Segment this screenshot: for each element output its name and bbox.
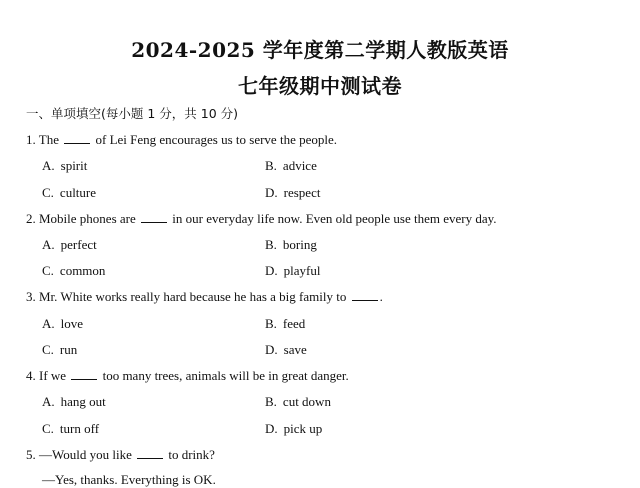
question-4-stem-before: 4. If we (26, 368, 67, 383)
option-text: perfect (60, 237, 97, 252)
question-5-stem-after: to drink? (168, 447, 215, 462)
question-4-option-d (265, 421, 322, 437)
question-1-stem-before: 1. The (26, 132, 59, 147)
option-text: pick up (283, 421, 323, 436)
option-text: playful (283, 263, 321, 278)
question-2-blank (141, 212, 167, 223)
question-4-option-a (42, 394, 106, 410)
option-label: D. (265, 421, 278, 436)
question-2-option-b (265, 237, 317, 253)
option-text: feed (282, 316, 306, 331)
question-4-option-c (42, 421, 99, 437)
question-5-stem-before: 5. —Would you like (26, 447, 132, 462)
question-3-option-c (42, 342, 77, 358)
question-5-stem (26, 447, 215, 463)
question-2-option-c (42, 263, 105, 279)
option-text: hang out (60, 394, 106, 409)
question-4-blank (71, 369, 97, 380)
question-1-blank (64, 133, 90, 144)
option-text: respect (283, 185, 321, 200)
option-label: A. (42, 158, 55, 173)
question-1-option-a (42, 158, 87, 174)
question-3-stem (26, 289, 383, 305)
option-label: D. (265, 263, 278, 278)
option-text: love (60, 316, 84, 331)
option-text: advice (282, 158, 317, 173)
question-2-stem-after: in our everyday life now. Even old people use them every day. (172, 211, 497, 226)
option-text: common (59, 263, 106, 278)
option-label: C. (42, 185, 54, 200)
option-label: B. (265, 158, 277, 173)
exam-title-line-1: 2024-2025 学年度第二学期人教版英语 (131, 38, 509, 62)
question-1-stem (26, 132, 337, 148)
option-label: C. (42, 421, 54, 436)
option-text: save (283, 342, 307, 357)
question-2-option-d (265, 263, 320, 279)
question-4-option-b (265, 394, 331, 410)
question-4-stem-after: too many trees, animals will be in great danger. (102, 368, 349, 383)
option-text: cut down (282, 394, 331, 409)
option-label: C. (42, 263, 54, 278)
question-1-option-c (42, 185, 96, 201)
question-1-option-b (265, 158, 317, 174)
exam-title-line-2: 七年级期中测试卷 (238, 74, 402, 98)
question-1-stem-after: of Lei Feng encourages us to serve the people. (95, 132, 337, 147)
option-text: turn off (59, 421, 100, 436)
option-label: C. (42, 342, 54, 357)
option-text: run (59, 342, 78, 357)
option-label: D. (265, 342, 278, 357)
option-label: B. (265, 316, 277, 331)
question-5-reply: —Yes, thanks. Everything is OK. (42, 472, 216, 487)
question-2-stem (26, 211, 497, 227)
question-4-stem (26, 368, 349, 384)
question-3-option-a (42, 316, 83, 332)
question-3-option-d (265, 342, 307, 358)
option-text: culture (59, 185, 97, 200)
option-label: D. (265, 185, 278, 200)
question-3-option-b (265, 316, 305, 332)
question-1-option-d (265, 185, 320, 201)
option-label: A. (42, 237, 55, 252)
question-2-stem-before: 2. Mobile phones are (26, 211, 136, 226)
section-heading-single-choice: 一、单项填空(每小题 1 分，共 10 分) (26, 106, 239, 121)
question-2-option-a (42, 237, 97, 253)
option-label: A. (42, 316, 55, 331)
option-label: B. (265, 237, 277, 252)
question-5-blank (137, 448, 163, 459)
question-3-blank (352, 290, 378, 301)
question-3-stem-before: 3. Mr. White works really hard because he has a big family to (26, 289, 347, 304)
option-text: boring (282, 237, 317, 252)
option-label: B. (265, 394, 277, 409)
option-text: spirit (60, 158, 88, 173)
option-label: A. (42, 394, 55, 409)
question-3-stem-after: . (379, 289, 383, 304)
